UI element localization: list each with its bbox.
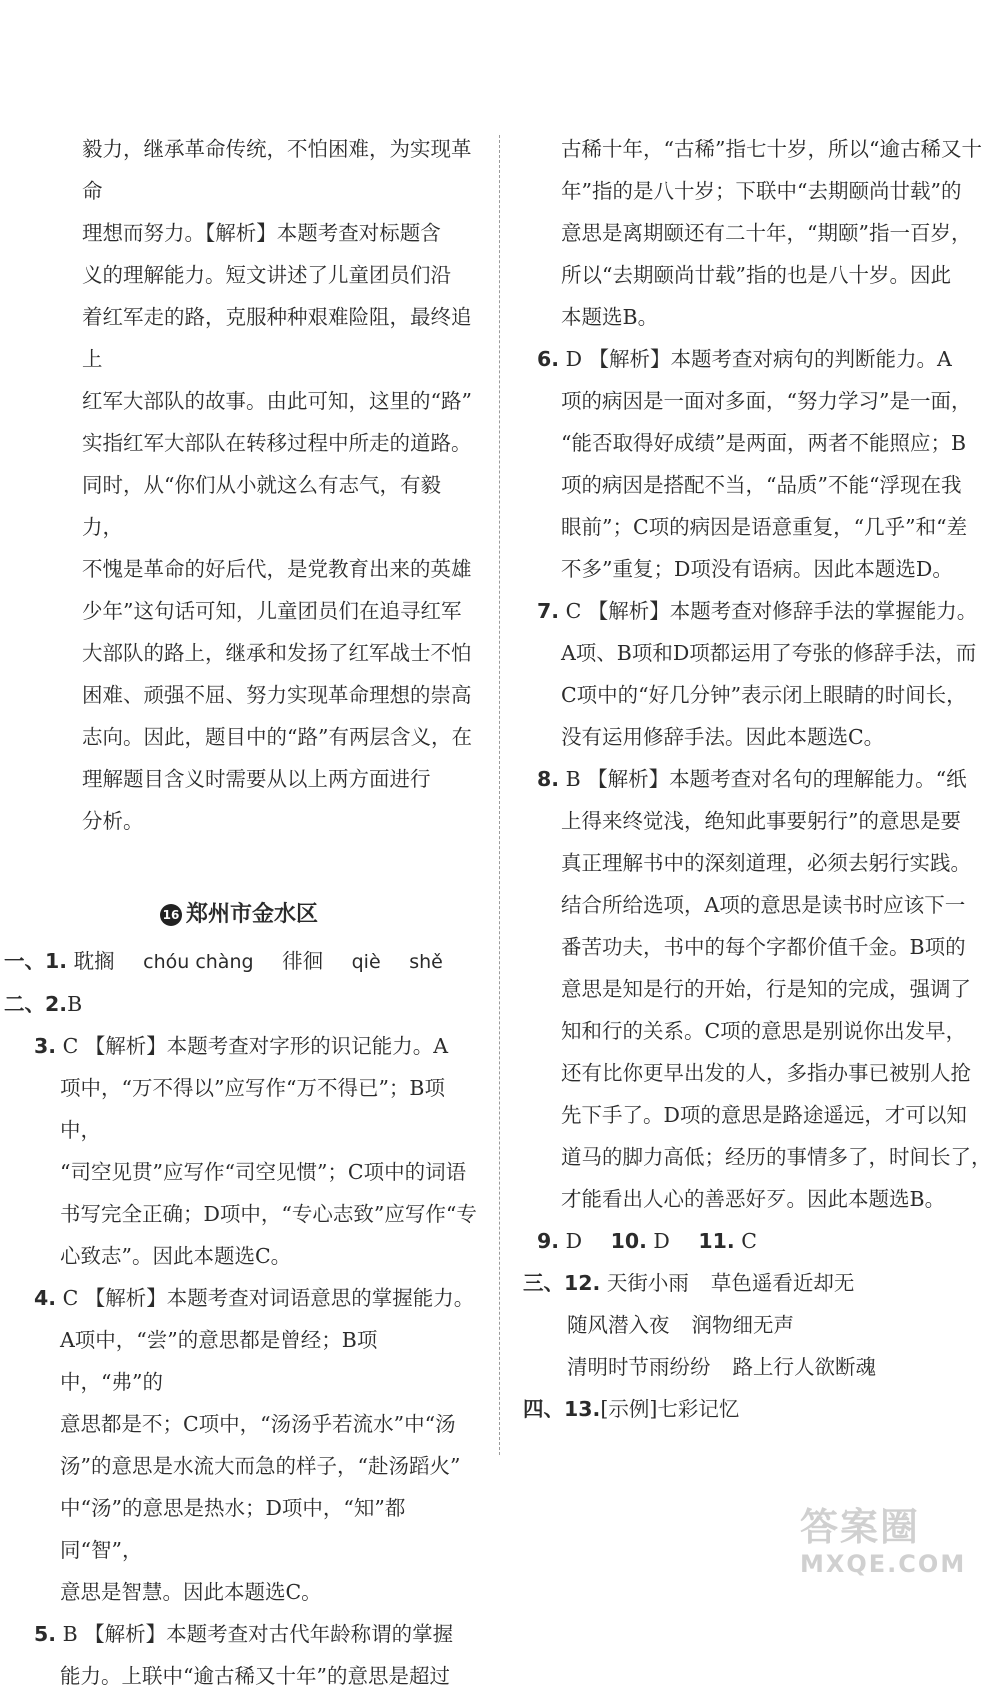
text-line: 困难、顽强不屈、努力实现革命理想的崇高 [82,683,472,707]
answer-word: 耽搁 [73,949,115,973]
question-12: 三、12. 天街小雨 草色遥看近却无 随风潜入夜 润物细无声 清明时节雨纷纷 路上行人欲断魂 [523,1271,876,1379]
text-line: 毅力，继承革命传统，不怕困难，为实现革命 [82,137,472,203]
site-watermark: 答案圈 MXQE.COM [800,1505,967,1578]
text-line: 少年”这句话可知，儿童团员们在追寻红军 [82,599,462,623]
section-number-badge: 16 [160,904,182,926]
question-1: 一、1. 耽搁 chóu chàng 徘徊 qiè shě [4,949,443,973]
text-line: 不愧是革命的好后代，是党教育出来的英雄 [82,557,472,581]
question-3: 3. C 【解析】本题考查对字形的识记能力。A 项中，“万不得以”应写作“万不得已”；B项中， “司空见贯”应写作“司空见惯”；C项中的词语 书写完全正确；D项中，“专心志致”应写作“专 心致志”。因此本题选C。 [34,1034,477,1268]
continued-analysis [0,128,478,842]
question-6: 6. D 【解析】本题考查对病句的判断能力。A 项的病因是一面对多面，“努力学习”是一面， “能否取得好成绩”是两面，两者不能照应；B 项的病因是搭配不当，“品质”不能“浮现在我 眼前”；C项的病因是语意重复，“几乎”和“差 不多”重复；D项没有语病。因此本题选D。 [537,347,972,581]
text-line: 理想而努力。【解析】本题考查对标题含 [82,221,441,245]
question-8: 8. B 【解析】本题考查对名句的理解能力。“纸 上得来终觉浅，绝知此事要躬行”的意思是要 真正理解书中的深刻道理，必须去躬行实践。 结合所给选项，A项的意思是读书时应该下一 番苦功夫，书中的每个字都价值千金。B项的 意思是知是行的开始，行是知的完成，强调了 知和行的关系。C项的意思是别说你出发早， 还有比你更早出发的人，多指办事已被别人抢 先下手了。D项的意思是路途遥远，才可以知 道马的脚力高低；经历的事情多了，时间长了， 才能看出人心的善恶好歹。因此本题选B。 [537,767,992,1211]
text-line: 分析。 [82,809,144,833]
answer: B [67,992,83,1016]
text-line: 实指红军大部队在转移过程中所走的道路。 [82,431,472,455]
section-title [0,894,478,936]
text-line: 着红军走的路，克服种种艰难险阻，最终追上 [82,305,472,371]
questions-9-11: 9. D 10. D 11. C [537,1229,757,1253]
question-5-continued: 古稀十年，“古稀”指七十岁，所以“逾古稀又十 年”指的是八十岁；下联中“去期颐尚廿载”的 意思是离期颐还有二十年，“期颐”指一百岁， 所以“去期颐尚廿载”指的也是八十岁。因此 本题选B。 [561,137,982,329]
text-line: 大部队的路上，继承和发扬了红军战士不怕 [82,641,472,665]
question-4: 4. C 【解析】本题考查对词语意思的掌握能力。 A项中，“尝”的意思都是曾经；B项中，“弗”的 意思都是不；C项中，“汤汤乎若流水”中“汤 汤”的意思是水流大而急的样子，“赴汤蹈火” 中“汤”的意思是热水；D项中，“知”都同“智”， 意思是智慧。因此本题选C。 [34,1286,475,1604]
text-line: 同时，从“你们从小就这么有志气，有毅力， [82,473,441,539]
question-7: 7. C 【解析】本题考查对修辞手法的掌握能力。 A项、B项和D项都运用了夸张的修辞手法，而 C项中的“好几分钟”表示闭上眼睛的时间长， 没有运用修辞手法。因此本题选C。 [537,599,978,749]
text-line: 义的理解能力。短文讲述了儿童团员们沿 [82,263,451,287]
text-line: 志向。因此，题目中的“路”有两层含义，在 [82,725,472,749]
question-2: 二、2.B [4,992,83,1016]
answer-word: 徘徊 [282,949,324,973]
answer-pinyin: chóu chàng [143,951,254,973]
question-5: 5. B 【解析】本题考查对古代年龄称谓的掌握 能力。上联中“逾古稀又十年”的意思是超过 [34,1622,454,1688]
text-line: 红军大部队的故事。由此可知，这里的“路” [82,389,472,413]
column-divider [499,135,500,1455]
right-column [523,128,996,1430]
question-13: 四、13.[示例]七彩记忆 [523,1397,740,1421]
left-column [0,128,478,1697]
text-line: 理解题目含义时需要从以上两方面进行 [82,767,431,791]
answer-pinyin: qiè [351,951,381,973]
section-name: 郑州市金水区 [186,902,319,927]
answer-pinyin: shě [409,951,443,973]
